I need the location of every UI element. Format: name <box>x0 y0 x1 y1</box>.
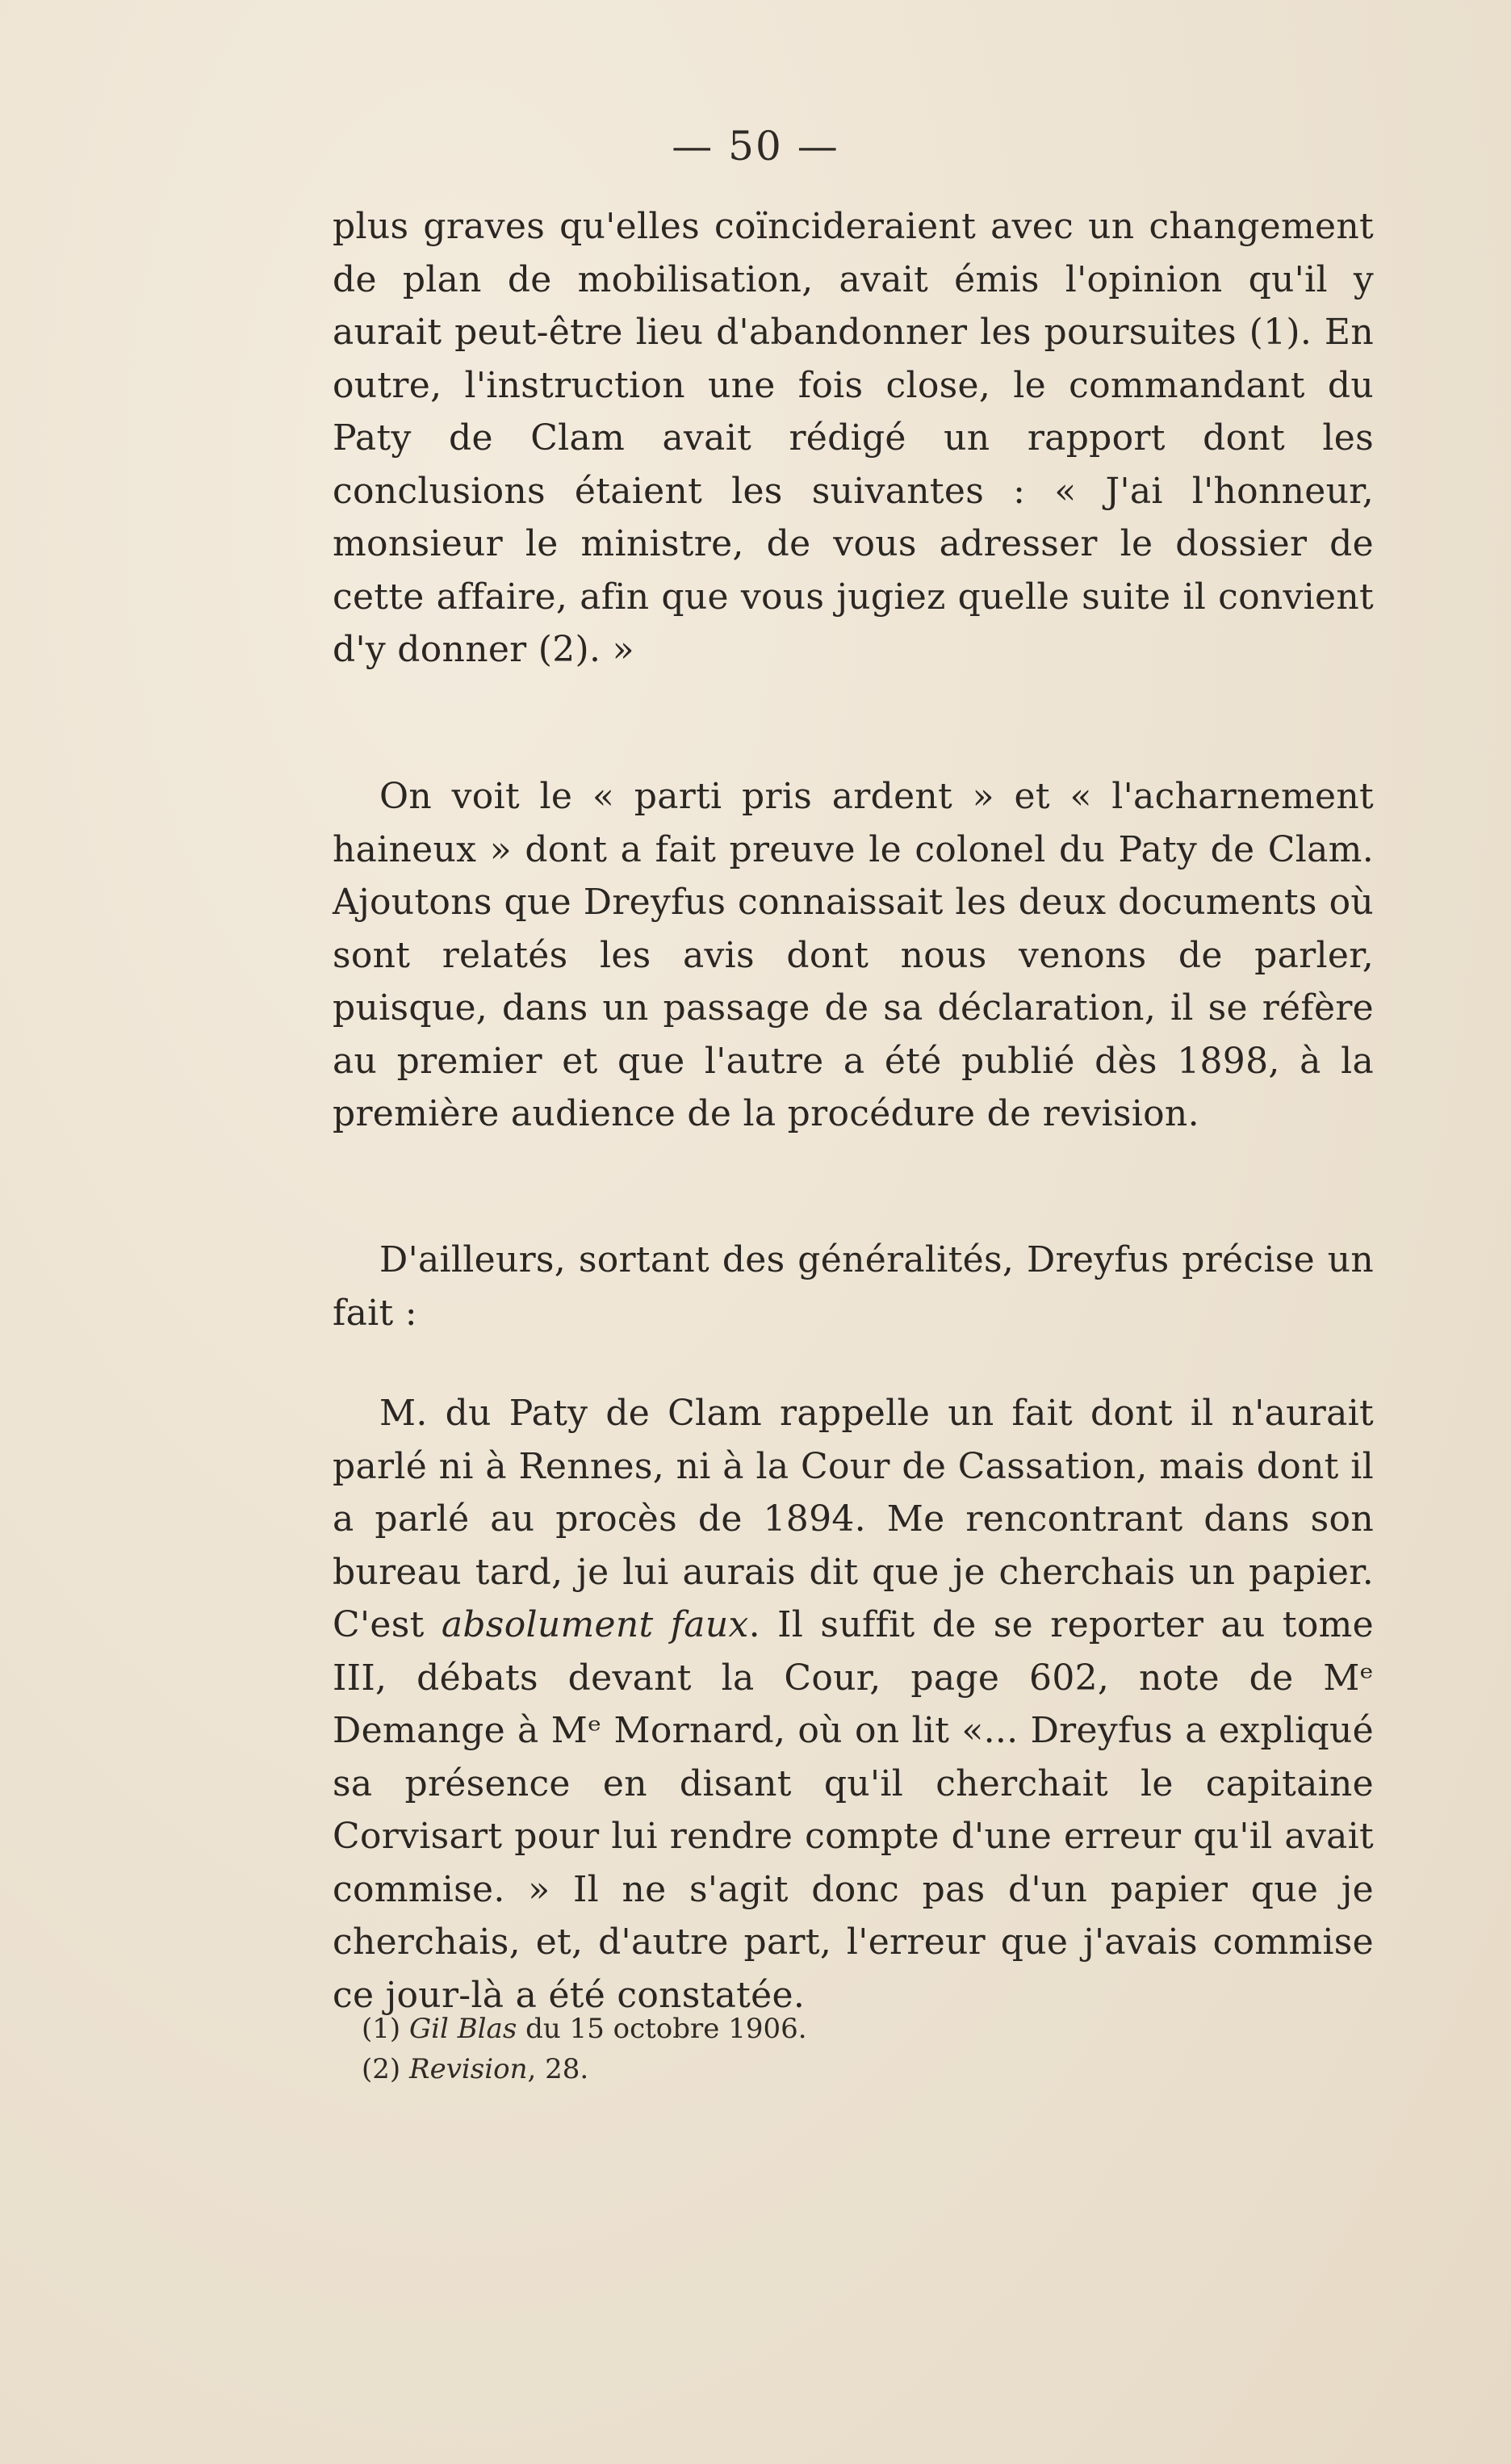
paragraph-text <box>333 1387 1374 2022</box>
paragraph-2 <box>333 770 1374 1141</box>
quoted-declaration <box>333 1387 1374 2022</box>
paragraph-1 <box>333 200 1374 677</box>
footnotes <box>362 2009 1330 2089</box>
footnote-text: du 15 octobre 1906. <box>517 2013 807 2045</box>
paragraph-3 <box>333 1234 1374 1339</box>
quote-text-after: . Il suffit de se reporter au tome III, débats devant la Cour, page 602, note de Mᵉ Demange à Mᵉ Mornard, où on lit «... Dreyfus a expliqué sa présence en disant qu'il cherchait le capitaine Corvisart pour lui rendre compte d'une erreur qu'il avait commise. » Il ne s'agit donc pas d'un papier que je cherchais, et, d'autre part, l'erreur que j'avais commise ce jour-là a été constatée. <box>333 1604 1374 2016</box>
quote-emphasis: absolument faux <box>441 1604 749 1645</box>
footnote-title: Gil Blas <box>408 2013 517 2045</box>
footnote-text: , 28. <box>527 2053 589 2085</box>
page-number: — 50 — <box>672 123 839 170</box>
footnote-2 <box>362 2049 1330 2089</box>
paragraph-text: On voit le « parti pris ardent » et « l'acharnement haineux » dont a fait preuve le colonel du Paty de Clam. Ajoutons que Dreyfus connaissait les deux documents où sont relatés les avis dont nous venons de parler, puisque, dans un passage de sa déclaration, il se réfère au premier et que l'autre a été publié dès 1898, à la première audience de la procédure de revision. <box>333 776 1374 1134</box>
footnote-title: Revision <box>408 2053 528 2085</box>
paragraph-text: plus graves qu'elles coïncideraient avec un changement de plan de mobilisation, avait émis l'opinion qu'il y aurait peut-être lieu d'abandonner les poursuites (1). En outre, l'instruction une fois close, le commandant du Paty de Clam avait rédigé un rapport dont les conclusions étaient les suivantes : « J'ai l'honneur, monsieur le ministre, de vous adresser le dossier de cette affaire, afin que vous jugiez quelle suite il convient d'y donner (2). » <box>333 206 1374 670</box>
footnote-marker: (2) <box>362 2053 401 2085</box>
footnote-marker: (1) <box>362 2013 401 2045</box>
paragraph-text: D'ailleurs, sortant des généralités, Dreyfus précise un fait : <box>333 1239 1374 1334</box>
quote-text-before: M. du Paty de Clam rappelle un fait dont il n'aurait parlé ni à Rennes, ni à la Cour de Cassation, mais dont il a parlé au procès de 1894. Me rencontrant dans son bureau tard, je lui aurais dit que je cherchais un papier. C'est <box>333 1393 1374 1645</box>
footnote-1 <box>362 2009 1330 2049</box>
